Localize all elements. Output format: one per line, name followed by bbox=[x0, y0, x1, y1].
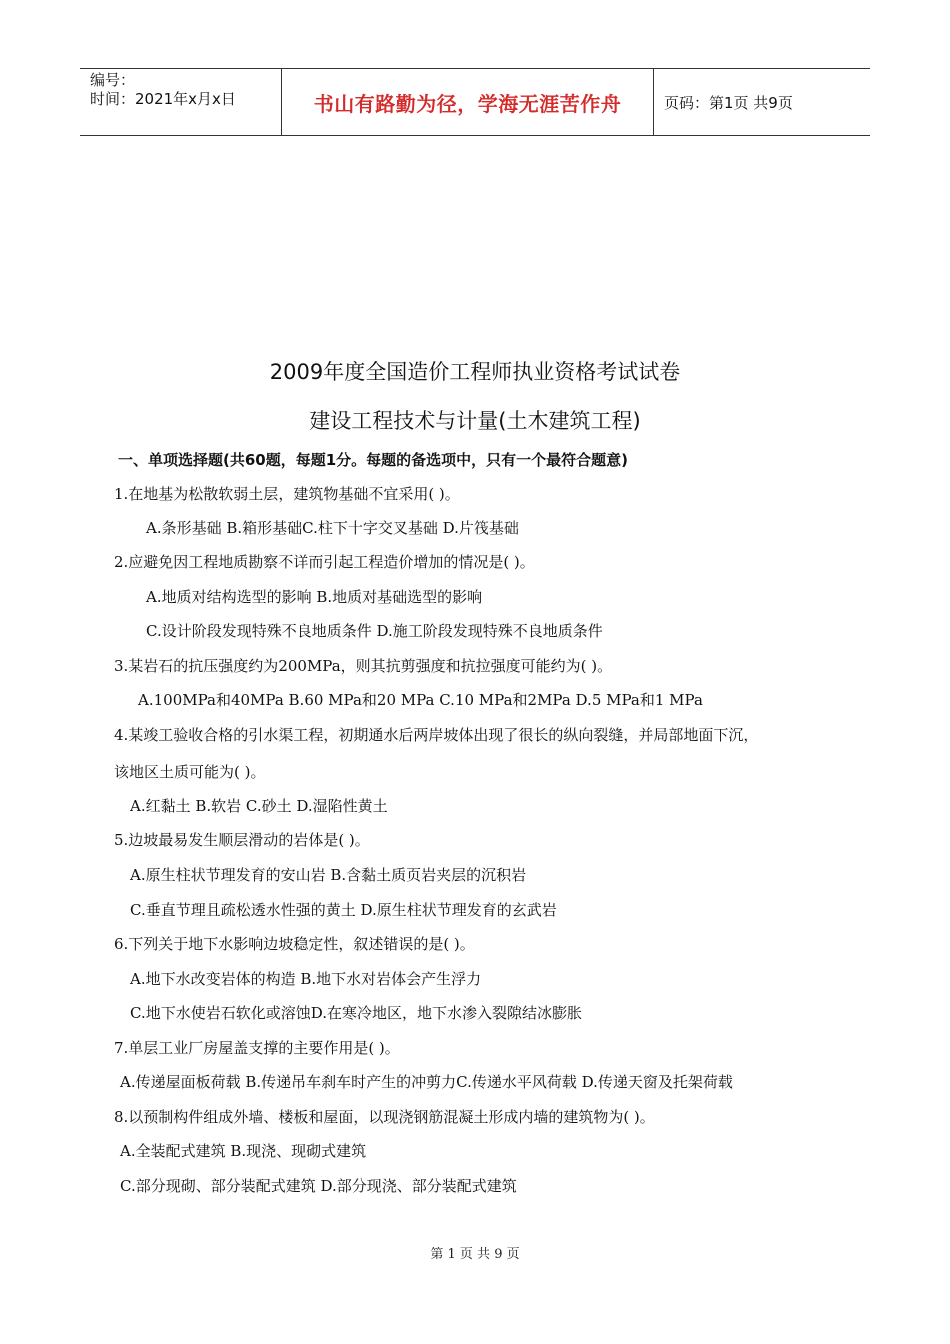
question-6: 6.下列关于地下水影响边坡稳定性，叙述错误的是( )。 bbox=[114, 935, 475, 953]
question-2: 2.应避免因工程地质勘察不详而引起工程造价增加的情况是( )。 bbox=[114, 553, 535, 571]
header-page-label: 页码：第1页 共9页 bbox=[664, 93, 793, 112]
exam-subtitle: 建设工程技术与计量(土木建筑工程) bbox=[309, 409, 641, 433]
header-motto: 书山有路勤为径，学海无涯苦作舟 bbox=[281, 69, 654, 135]
question-6-options-b: C.地下水使岩石软化或溶蚀D.在寒冷地区，地下水渗入裂隙结冰膨胀 bbox=[130, 1004, 582, 1022]
question-1-options: A.条形基础 B.箱形基础C.柱下十字交叉基础 D.片筏基础 bbox=[146, 519, 519, 537]
question-8: 8.以预制构件组成外墙、楼板和屋面，以现浇钢筋混凝土形成内墙的建筑物为( )。 bbox=[114, 1108, 655, 1126]
question-4-cont: 该地区土质可能为( )。 bbox=[114, 763, 266, 781]
question-8-options-b: C.部分现砌、部分装配式建筑 D.部分现浇、部分装配式建筑 bbox=[120, 1177, 517, 1195]
question-4-options: A.红黏土 B.软岩 C.砂土 D.湿陷性黄土 bbox=[130, 797, 388, 815]
question-8-options-a: A.全装配式建筑 B.现浇、现砌式建筑 bbox=[120, 1142, 367, 1160]
question-2-options-b: C.设计阶段发现特殊不良地质条件 D.施工阶段发现特殊不良地质条件 bbox=[146, 622, 603, 640]
question-6-options-a: A.地下水改变岩体的构造 B.地下水对岩体会产生浮力 bbox=[130, 970, 482, 988]
question-7-options: A.传递屋面板荷载 B.传递吊车刹车时产生的冲剪力C.传递水平风荷载 D.传递天窗及托架荷载 bbox=[120, 1073, 733, 1091]
page-header bbox=[80, 68, 870, 136]
question-4: 4.某竣工验收合格的引水渠工程，初期通水后两岸坡体出现了很长的纵向裂缝，并局部地面下沉， bbox=[114, 726, 759, 744]
date-label: 时间：2021年x月x日 bbox=[90, 90, 236, 108]
question-2-options-a: A.地质对结构选型的影响 B.地质对基础选型的影响 bbox=[146, 588, 483, 606]
question-1: 1.在地基为松散软弱土层，建筑物基础不宜采用( )。 bbox=[114, 485, 460, 503]
section-heading: 一、单项选择题(共60题，每题1分。每题的备选项中，只有一个最符合题意) bbox=[118, 451, 629, 469]
question-7: 7.单层工业厂房屋盖支撑的主要作用是( )。 bbox=[114, 1039, 400, 1057]
number-label: 编号： bbox=[90, 71, 136, 89]
question-3: 3.某岩石的抗压强度约为200MPa，则其抗剪强度和抗拉强度可能约为( )。 bbox=[114, 657, 613, 675]
question-3-options: A.100MPa和40MPa B.60 MPa和20 MPa C.10 MPa和2MPa D.5 MPa和1 MPa bbox=[138, 691, 703, 709]
question-5-options-b: C.垂直节理且疏松透水性强的黄土 D.原生柱状节理发育的玄武岩 bbox=[130, 901, 557, 919]
question-5: 5.边坡最易发生顺层滑动的岩体是( )。 bbox=[114, 831, 370, 849]
exam-title: 2009年度全国造价工程师执业资格考试试卷 bbox=[269, 360, 681, 384]
page-footer: 第 1 页 共 9 页 bbox=[430, 1247, 520, 1262]
header-meta bbox=[80, 69, 281, 135]
question-5-options-a: A.原生柱状节理发育的安山岩 B.含黏土质页岩夹层的沉积岩 bbox=[130, 866, 527, 884]
